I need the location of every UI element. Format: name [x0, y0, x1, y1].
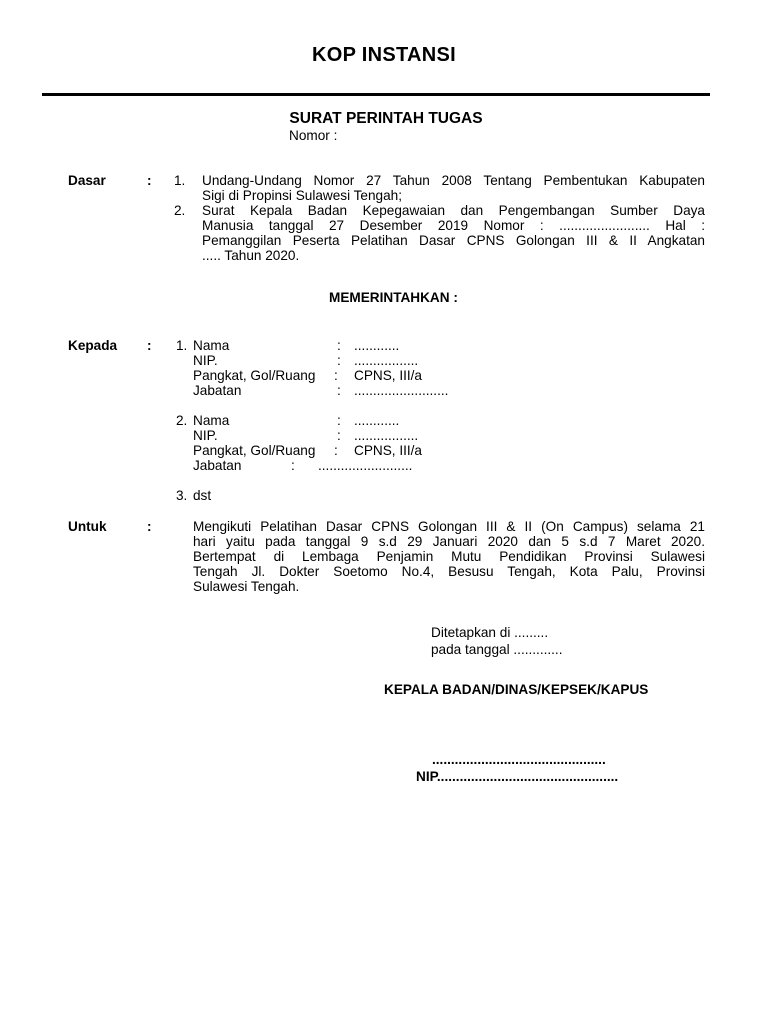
person-2-nip-value: .................	[354, 428, 419, 443]
dasar-item-2-line-4: ..... Tahun 2020.	[202, 248, 300, 263]
person-2-nip-label: NIP.	[193, 428, 218, 443]
untuk-colon: :	[147, 519, 152, 534]
ditetapkan-di: Ditetapkan di .........	[431, 625, 549, 640]
person-2-jabatan-label: Jabatan	[193, 458, 242, 473]
untuk-line-4: Tengah Jl. Dokter Soetomo No.4, Besusu Tengah, Kota Palu, Provinsi	[193, 564, 705, 579]
untuk-line-5: Sulawesi Tengah.	[193, 579, 300, 594]
dasar-label: Dasar	[68, 173, 106, 188]
person-2-nip-colon: :	[337, 428, 341, 443]
untuk-line-1: Mengikuti Pelatihan Dasar CPNS Golongan III & II (On Campus) selama 21	[193, 519, 705, 534]
person-2-jabatan-value: .........................	[318, 458, 413, 473]
person-1-nip-label: NIP.	[193, 353, 218, 368]
dasar-item-1-line-1: Undang-Undang Nomor 27 Tahun 2008 Tentang Pembentukan Kabupaten	[202, 173, 705, 188]
person-1-number: 1.	[176, 338, 188, 353]
person-1-nip-value: .................	[354, 353, 419, 368]
person-2-jabatan-colon: :	[291, 458, 295, 473]
dasar-item-1-line-2: Sigi di Propinsi Sulawesi Tengah;	[202, 188, 402, 203]
untuk-line-2: hari yaitu pada tanggal 9 s.d 29 Januari 2020 dan 5 s.d 7 Maret 2020.	[193, 534, 705, 549]
pada-tanggal: pada tanggal .............	[431, 642, 563, 657]
person-1-pangkat-colon: :	[334, 368, 338, 383]
kepada-label: Kepada	[68, 338, 118, 353]
person-1-nama-colon: :	[337, 338, 341, 353]
person-1-nip-colon: :	[337, 353, 341, 368]
person-2-nama-label: Nama	[193, 413, 230, 428]
person-2-pangkat-value: CPNS, III/a	[354, 443, 422, 458]
kop-instansi-heading: KOP INSTANSI	[312, 44, 456, 66]
person-1-nama-value: ............	[354, 338, 400, 353]
person-1-nama-label: Nama	[193, 338, 230, 353]
signatory-name-line: ..............................................	[432, 752, 606, 767]
person-1-jabatan-value: .........................	[354, 383, 449, 398]
document-title: SURAT PERINTAH TUGAS	[289, 110, 483, 127]
person-2-nama-colon: :	[337, 413, 341, 428]
kepada-colon: :	[147, 338, 152, 353]
dasar-colon: :	[147, 173, 152, 188]
person-3-dst: dst	[193, 488, 212, 503]
dasar-item-2-line-3: Pemanggilan Peserta Pelatihan Dasar CPNS Golongan III & II Angkatan	[202, 233, 705, 248]
person-2-nama-value: ............	[354, 413, 400, 428]
memerintahkan-heading: MEMERINTAHKAN :	[329, 290, 458, 305]
dasar-item-1-number: 1.	[174, 173, 186, 188]
nomor-label: Nomor :	[289, 128, 338, 143]
signatory-nip-line: NIP................................................	[416, 769, 619, 784]
signatory-position: KEPALA BADAN/DINAS/KEPSEK/KAPUS	[384, 682, 649, 697]
untuk-line-3: Bertempat di Lembaga Penjamin Mutu Pendidikan Provinsi Sulawesi	[193, 549, 705, 564]
untuk-label: Untuk	[68, 519, 107, 534]
person-2-pangkat-label: Pangkat, Gol/Ruang	[193, 443, 316, 458]
header-rule	[42, 93, 710, 96]
person-2-number: 2.	[176, 413, 188, 428]
person-1-pangkat-value: CPNS, III/a	[354, 368, 422, 383]
person-1-pangkat-label: Pangkat, Gol/Ruang	[193, 368, 316, 383]
person-3-number: 3.	[176, 488, 188, 503]
dasar-item-2-line-1: Surat Kepala Badan Kepegawaian dan Pengembangan Sumber Daya	[202, 203, 705, 218]
person-1-jabatan-colon: :	[337, 383, 341, 398]
dasar-item-2-line-2: Manusia tanggal 27 Desember 2019 Nomor : ........................ Hal :	[202, 218, 705, 233]
dasar-item-2-number: 2.	[174, 203, 186, 218]
person-1-jabatan-label: Jabatan	[193, 383, 242, 398]
person-2-pangkat-colon: :	[334, 443, 338, 458]
